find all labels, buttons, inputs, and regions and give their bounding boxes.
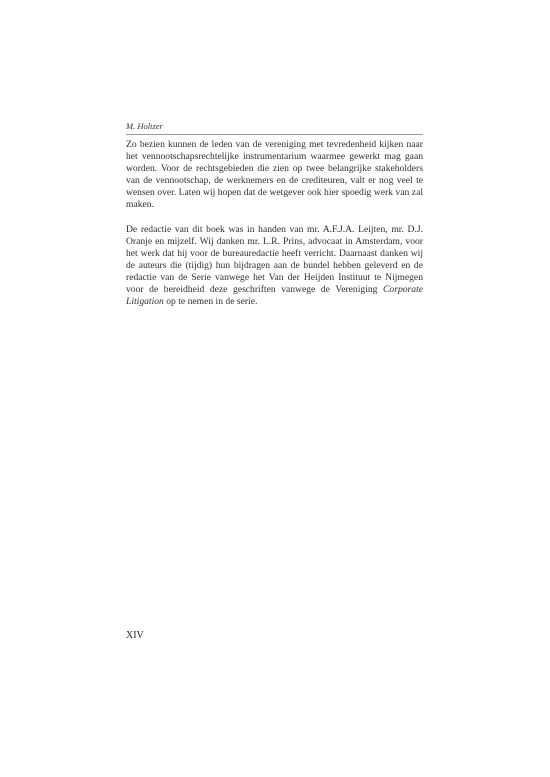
body-text — [126, 139, 423, 320]
paragraph-2 — [126, 224, 423, 309]
paragraph-2-text-a: De redactie van dit boek was in handen van mr. A.F.J.A. Leijten, mr. D.J. Oranje en mijzelf. Wij danken mr. L.R. Prins, advocaat in Amsterdam, voor het werk dat hij voor de bureauredactie heeft verricht. Daarnaast danken wij de auteurs die (tijdig) hun bijdragen aan de bundel hebben geleverd en de redactie van de Serie vanwege het Van der Heijden Instituut te Nijmegen voor de bereidheid deze geschriften vanwege de Vereniging — [126, 223, 423, 296]
paragraph-2-text-b: op te nemen in de serie. — [163, 296, 258, 308]
paragraph-2-italic-term: Corporate Litigation — [126, 284, 423, 308]
header-rule — [126, 134, 423, 135]
running-header-author: M. Holtzer — [126, 121, 163, 131]
paragraph-1: Zo bezien kunnen de leden van de vereniging met tevredenheid kijken naar het vennootschapsrechtelijke instrumentarium waarmee gewerkt mag gaan worden. Voor de rechtsgebieden die zien op twee belangrijke stakeholders van de vennootschap, de werknemers en de crediteuren, valt er nog veel te wensen over. Laten wij hopen dat de wetgever ook hier spoedig werk van zal maken. — [126, 139, 423, 211]
page-number: XIV — [126, 630, 144, 641]
